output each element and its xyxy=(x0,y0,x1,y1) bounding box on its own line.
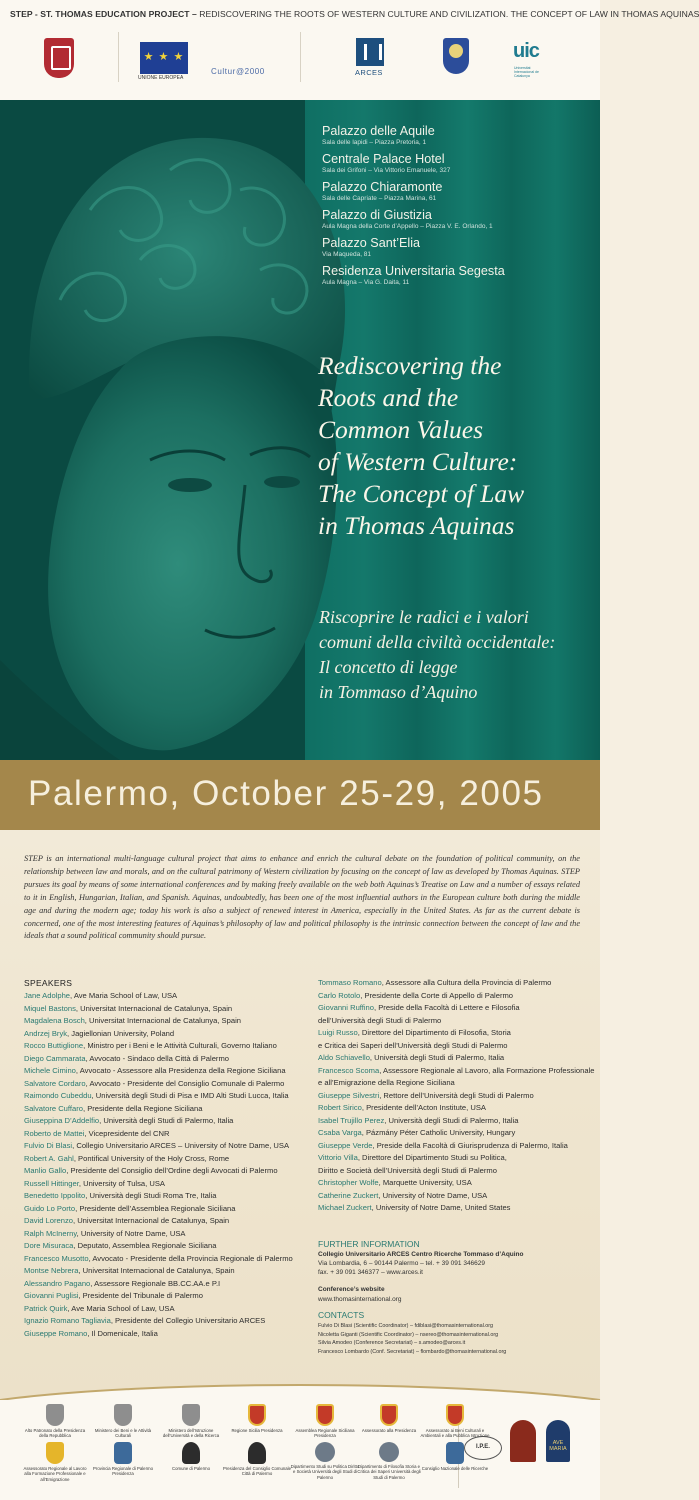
speaker-role: , Università degli Studi Roma Tre, Italia xyxy=(85,1191,217,1200)
speaker-role: , Jagiellonian University, Poland xyxy=(67,1028,175,1038)
title-line: of Western Culture: xyxy=(318,447,518,476)
speaker-role: , Universitat Internacional de Catalunya, Spain xyxy=(72,1216,230,1225)
speaker-row xyxy=(318,1190,594,1203)
speaker-role: , Università degli Studi di Palermo, Italia xyxy=(99,1116,234,1125)
speaker-name: Francesco Scoma xyxy=(318,1065,380,1075)
contact-line: Fulvio Di Blasi (Scientific Coordinator) – fdiblasi@thomasinternational.org xyxy=(318,1323,494,1329)
speaker-name: Jane Adolphe xyxy=(24,991,71,1000)
speaker-row xyxy=(24,1315,293,1328)
sponsor-item xyxy=(290,1404,360,1439)
speaker-row xyxy=(24,1065,293,1078)
sponsor-item xyxy=(20,1442,90,1482)
speaker-row xyxy=(24,1278,293,1291)
speaker-role: Diritto e Società dell’Università degli Studi di Palermo xyxy=(318,1165,497,1175)
speaker-role: , Preside della Facoltà di Lettere e Filosofia xyxy=(374,1003,520,1012)
speaker-row xyxy=(318,1102,594,1115)
speaker-name: Ralph McInerny xyxy=(24,1228,77,1238)
sponsor-label: Assemblea Regionale Siciliana Presidenza xyxy=(295,1428,355,1439)
speaker-name: Benedetto Ippolito xyxy=(24,1191,86,1200)
speaker-role: , Universitat Internacional de Catalunya, Spain xyxy=(78,1266,235,1275)
further-info-heading: FURTHER INFORMATION xyxy=(318,1239,420,1249)
speaker-row xyxy=(24,1128,293,1141)
cultura-2000-logo: Cultur@2000 xyxy=(211,67,265,76)
speaker-name: Fulvio Di Blasi xyxy=(24,1141,73,1150)
emblem-icon xyxy=(379,1442,399,1462)
speaker-name: Montse Nebrera xyxy=(24,1266,79,1275)
sponsor-label: Dipartimento di Filosofia Storia e Critica dei Saperi Università degli Studi di Palermo xyxy=(357,1464,421,1480)
speaker-name: Rocco Buttiglione xyxy=(24,1041,84,1050)
sponsor-label: Alto Patronato della Presidenza della Repubblica xyxy=(24,1428,86,1439)
website-heading: Conference’s website xyxy=(318,1286,385,1293)
speaker-name: Diego Cammarata xyxy=(24,1053,86,1063)
website-link[interactable]: www.thomasinternational.org xyxy=(318,1296,402,1303)
speaker-row xyxy=(24,990,293,1003)
title-line: in Tommaso d’Aquino xyxy=(319,682,478,702)
title-line: Il concetto di legge xyxy=(319,657,458,677)
title-line: Roots and the xyxy=(318,383,459,412)
speaker-name: Csaba Varga xyxy=(318,1128,362,1137)
speaker-row xyxy=(318,1077,594,1090)
sponsor-item xyxy=(420,1442,490,1471)
emblem-icon xyxy=(446,1404,464,1426)
ave-maria-logo: AVE MARIA xyxy=(546,1420,570,1462)
speaker-role: , Presidente del Collegio Universitario ARCES xyxy=(110,1316,266,1325)
crest-logo xyxy=(443,38,469,74)
sponsor-item xyxy=(222,1442,292,1477)
speaker-row xyxy=(318,1152,594,1165)
title-line: The Concept of Law xyxy=(318,479,525,508)
venue-item: Palazzo Sant’Elia Via Maqueda, 81 xyxy=(322,236,421,258)
speaker-role: , Assessore Regionale BB.CC.AA.e P.I xyxy=(90,1278,221,1288)
speaker-role: , University of Tulsa, USA xyxy=(78,1178,165,1188)
speaker-role: , Presidente del Tribunale di Palermo xyxy=(78,1291,203,1300)
emblem-icon xyxy=(248,1442,266,1464)
speaker-row xyxy=(24,1203,293,1216)
sponsor-item xyxy=(156,1404,226,1439)
speaker-row xyxy=(24,1165,293,1178)
speaker-row xyxy=(24,1190,293,1203)
emblem-icon xyxy=(114,1404,132,1426)
speaker-name: Dore Misuraca xyxy=(24,1241,74,1250)
speaker-name: Tommaso Romano xyxy=(318,978,382,987)
speaker-row xyxy=(24,1240,293,1253)
speaker-row xyxy=(24,1028,293,1041)
contact-line: Francesco Lombardo (Conf. Secretariat) – flombardo@thomasinternational.org xyxy=(318,1348,507,1355)
speaker-row xyxy=(24,1265,293,1278)
sponsor-item xyxy=(420,1404,490,1439)
speaker-name: Catherine Zuckert xyxy=(318,1190,379,1200)
speaker-name: Giuseppe Verde xyxy=(318,1140,373,1150)
speaker-name: Manlio Gallo xyxy=(24,1166,67,1175)
speaker-row xyxy=(24,1103,293,1116)
speaker-name: Andrzej Bryk xyxy=(24,1028,68,1038)
speaker-row xyxy=(24,1078,293,1091)
project-header-line: STEP - ST. THOMAS EDUCATION PROJECT – REDISCOVERING THE ROOTS OF WESTERN CULTURE AND CIVILIZATION. THE CONCEPT OF LAW IN THOMAS AQUINAS xyxy=(10,9,699,19)
title-italian xyxy=(319,605,594,705)
speaker-role: , Presidente della Regione Siciliana xyxy=(82,1103,203,1113)
sponsor-item xyxy=(354,1442,424,1480)
speaker-row xyxy=(318,1090,594,1103)
speaker-row xyxy=(24,1003,293,1016)
speaker-row xyxy=(24,1090,293,1103)
speaker-name: Michael Zuckert xyxy=(318,1203,372,1212)
divider xyxy=(300,32,301,82)
speaker-role: , Ave Maria School of Law, USA xyxy=(70,991,178,1000)
speaker-role: , Ave Maria School of Law, USA xyxy=(67,1303,175,1313)
speaker-name: Michele Cimino xyxy=(24,1066,76,1075)
speaker-name: Giuseppe Silvestri xyxy=(318,1090,380,1100)
sponsor-label: Regione Sicilia Presidenza xyxy=(231,1428,283,1433)
speakers-heading: SPEAKERS xyxy=(24,978,73,988)
speaker-name: Alessandro Pagano xyxy=(24,1278,91,1288)
speaker-role: , Collegio Universitario ARCES – University of Notre Dame, USA xyxy=(72,1141,290,1150)
speaker-role: , Universitat Internacional de Catalunya, Spain xyxy=(84,1016,241,1025)
speaker-row xyxy=(24,1015,293,1028)
speaker-row xyxy=(318,1140,594,1153)
speaker-role: , Presidente del Consiglio dell’Ordine degli Avvocati di Palermo xyxy=(66,1166,278,1175)
divider xyxy=(118,32,119,82)
title-english xyxy=(318,350,593,542)
speakers-list-left xyxy=(24,990,293,1340)
speaker-name: Ignazio Romano Tagliavia xyxy=(24,1316,111,1325)
sponsor-label: Consiglio Nazionale delle Ricerche xyxy=(421,1466,489,1471)
sponsor-item xyxy=(88,1404,158,1439)
emblem-icon xyxy=(114,1442,132,1464)
speaker-row xyxy=(318,990,594,1003)
speaker-role: , University of Notre Dame, USA xyxy=(76,1228,186,1238)
speaker-name: Isabel Trujillo Perez xyxy=(318,1115,385,1125)
speaker-name: Robert Sirico xyxy=(318,1103,362,1112)
sponsor-item xyxy=(88,1442,158,1477)
sponsor-label: Dipartimento Studi su Politica Diritto e Società Università degli Studi di Palermo xyxy=(290,1464,360,1480)
sponsor-label: Assessorato ai Beni Culturali e Ambientali e alla Pubblica Istruzione xyxy=(420,1428,490,1439)
speaker-name: Giovanni Puglisi xyxy=(24,1291,79,1300)
speaker-role: , University of Notre Dame, USA xyxy=(378,1190,488,1200)
contacts-list xyxy=(318,1322,506,1356)
further-info-body xyxy=(318,1250,524,1277)
emblem-icon xyxy=(182,1404,200,1426)
speaker-role: , Presidente dell’Acton Institute, USA xyxy=(361,1103,486,1112)
emblem-icon xyxy=(248,1404,266,1426)
speaker-role: , Avvocato - Presidente della Provincia Regionale di Palermo xyxy=(88,1253,293,1263)
emblem-icon xyxy=(316,1404,334,1426)
uic-logo: uic xyxy=(513,40,539,62)
sponsor-label: Comune di Palermo xyxy=(172,1466,210,1471)
sponsor-item xyxy=(222,1404,292,1433)
foundation-logo xyxy=(510,1420,536,1462)
speaker-row xyxy=(24,1053,293,1066)
uic-caption: Universitat Internacional de Catalunya xyxy=(514,66,539,78)
speaker-name: Giuseppe Romano xyxy=(24,1328,88,1338)
title-line: Rediscovering the xyxy=(318,351,502,380)
speaker-name: Patrick Quirk xyxy=(24,1303,68,1313)
speakers-list-right xyxy=(318,977,594,1215)
speaker-row xyxy=(318,1177,594,1190)
speaker-row xyxy=(318,1015,594,1028)
ipe-logo: I.P.E. xyxy=(464,1436,502,1460)
speaker-row xyxy=(24,1178,293,1191)
venue-item: Palazzo delle Aquile Sala delle lapidi – Piazza Pretoria, 1 xyxy=(322,124,435,146)
speaker-role: , Deputato, Assemblea Regionale Siciliana xyxy=(73,1241,217,1250)
speaker-name: Luigi Russo xyxy=(318,1028,358,1037)
speaker-row xyxy=(318,1065,594,1078)
speaker-role: , Vicepresidente del CNR xyxy=(84,1128,170,1138)
arces-logo xyxy=(356,38,384,66)
speaker-name: Raimondo Cubeddu xyxy=(24,1091,92,1100)
venue-item: Residenza Universitaria Segesta Aula Magna – Via G. Daita, 11 xyxy=(322,264,505,286)
sponsor-label: Provincia Regionale di Palermo Presidenza xyxy=(93,1466,153,1477)
speaker-row xyxy=(24,1140,293,1153)
title-line: in Thomas Aquinas xyxy=(318,511,515,540)
speaker-name: Carlo Rotolo xyxy=(318,990,361,1000)
speaker-role: , Università degli Studi di Pisa e IMD Alti Studi Lucca, Italia xyxy=(91,1091,289,1100)
speaker-role: , Universitat Internacional de Catalunya, Spain xyxy=(75,1003,233,1013)
intro-paragraph: STEP is an international multi-language cultural project that aims to enhance and enrich the cultural debate on the foundation of political community, on the relationship between law and morals, and on the cultural patrimony of Western civilization by focusing on the concept of law as developed by Thomas Aquinas. STEP pursues its goal by means of some international conferences and by making freely available on the web both Aquinas’s Treatise on Law and a number of essays related to it in English, Hungarian, Italian, and Spanish. Aquinas, undoubtedly, has been one of the most influential authors in the European culture both during the middle age and during the modern age; today his work is also a subject of renewed interest in America, especially in the United States. As far as the current debate is concerned, one of the most interesting features of Aquinas’s philosophy of law and political philosophy is the intrinsic connection between the concept of law and the ideals that a sound political community should pursue. xyxy=(24,854,580,941)
speaker-role: , Rettore dell’Università degli Studi di Palermo xyxy=(379,1090,534,1100)
speaker-name: Guido Lo Porto xyxy=(24,1203,76,1213)
speaker-name: Salvatore Cordaro xyxy=(24,1078,86,1088)
speaker-row xyxy=(24,1153,293,1166)
speaker-row xyxy=(24,1215,293,1228)
title-line: Common Values xyxy=(318,415,484,444)
speaker-role: , Pontifical University of the Holy Cross, Rome xyxy=(73,1153,230,1163)
venue-item: Palazzo di Giustizia Aula Magna della Corte d’Appello – Piazza V. E. Orlando, 1 xyxy=(322,208,493,230)
speaker-row xyxy=(318,1040,594,1053)
speaker-role: , Preside della Facoltà di Giurisprudenza di Palermo, Italia xyxy=(372,1140,568,1150)
speaker-role: , Avvocato - Assessore alla Presidenza della Regione Siciliana xyxy=(75,1066,286,1075)
speaker-name: Miquel Bastons xyxy=(24,1003,76,1013)
emblem-icon xyxy=(182,1442,200,1464)
org-name: Collegio Universitario ARCES Centro Ricerche Tommaso d’Aquino xyxy=(318,1251,524,1258)
speaker-name: Russell Hittinger xyxy=(24,1178,79,1188)
speaker-name: Vittorio Villa xyxy=(318,1153,358,1162)
eu-flag-logo: ★ ★ ★ xyxy=(140,42,188,74)
speaker-role: , Marquette University, USA xyxy=(378,1178,472,1187)
speaker-role: , Assessore Regionale al Lavoro, alla Formazione Professionale xyxy=(379,1065,595,1075)
speaker-row xyxy=(24,1115,293,1128)
event-date: Palermo, October 25-29, 2005 xyxy=(28,774,544,813)
sponsor-item xyxy=(290,1442,360,1480)
speaker-role: , Direttore del Dipartimento di Filosofia, Storia xyxy=(357,1028,511,1037)
speaker-row xyxy=(24,1228,293,1241)
speaker-role: , Avvocato - Presidente del Consiglio Comunale di Palermo xyxy=(85,1078,285,1088)
sponsor-label: Assessorato Regionale al Lavoro alla Formazione Professionale e all’Emigrazione xyxy=(23,1466,87,1482)
venue-item: Centrale Palace Hotel Sala dei Grifoni – Via Vittorio Emanuele, 327 xyxy=(322,152,451,174)
speaker-role: , Il Domenicale, Italia xyxy=(87,1328,158,1338)
emblem-icon xyxy=(46,1442,64,1464)
sponsor-item xyxy=(156,1442,226,1471)
speaker-row xyxy=(318,1002,594,1015)
speaker-role: , Presidente della Corte di Appello di Palermo xyxy=(360,990,514,1000)
speaker-row xyxy=(24,1290,293,1303)
speaker-row xyxy=(318,1127,594,1140)
speaker-row xyxy=(318,1027,594,1040)
step-logo xyxy=(44,38,74,78)
speaker-name: Robert A. Gahl xyxy=(24,1153,74,1163)
emblem-icon xyxy=(46,1404,64,1426)
speaker-role: , University of Notre Dame, United States xyxy=(371,1203,511,1212)
speaker-row xyxy=(318,977,594,990)
eu-caption: UNIONE EUROPEA xyxy=(138,75,184,81)
speaker-role: , Avvocato - Sindaco della Città di Palermo xyxy=(85,1053,229,1063)
contacts-heading: CONTACTS xyxy=(318,1310,365,1320)
title-line: Riscoprire le radici e i valori xyxy=(319,607,529,627)
speaker-row xyxy=(318,1165,594,1178)
speaker-role: , Pázmány Péter Catholic University, Hungary xyxy=(361,1128,516,1137)
org-fax: fax. + 39 091 346377 – www.arces.it xyxy=(318,1269,423,1276)
speaker-row xyxy=(318,1115,594,1128)
speaker-name: David Lorenzo xyxy=(24,1216,73,1225)
sponsor-item xyxy=(354,1404,424,1433)
speaker-row xyxy=(318,1202,594,1215)
speaker-role: , Università degli Studi di Palermo, Italia xyxy=(369,1053,505,1062)
emblem-icon xyxy=(446,1442,464,1464)
speaker-name: Salvatore Cuffaro xyxy=(24,1103,83,1113)
sponsor-label: Presidenza del Consiglio Comunale Città di Palermo xyxy=(222,1466,292,1477)
title-line: comuni della civiltà occidentale: xyxy=(319,632,556,652)
speaker-name: Aldo Schiavello xyxy=(318,1053,370,1062)
speaker-name: Magdalena Bosch xyxy=(24,1016,85,1025)
speaker-name: Francesco Musotto xyxy=(24,1253,89,1263)
speaker-row xyxy=(318,1052,594,1065)
speaker-row xyxy=(24,1328,293,1341)
speaker-name: Giuseppina D’Addelfio xyxy=(24,1116,100,1125)
speaker-role: e all’Emigrazione della Regione Siciliana xyxy=(318,1078,455,1087)
venue-item: Palazzo Chiaramonte Sala delle Capriate – Piazza Marina, 61 xyxy=(322,180,443,202)
speaker-row xyxy=(24,1040,293,1053)
speaker-role: , Assessore alla Cultura della Provincia di Palermo xyxy=(381,978,552,987)
sponsor-label: Ministero dell’Istruzione dell’Università e della Ricerca xyxy=(162,1428,220,1439)
venue-list xyxy=(322,124,592,292)
speaker-name: Christopher Wolfe xyxy=(318,1178,379,1187)
contact-line: Nicoletta Giganti (Scientific Coordinator) – nsereo@thomasinternational.org xyxy=(318,1331,499,1338)
speaker-row xyxy=(24,1303,293,1316)
sponsor-label: Assessorato alla Presidenza xyxy=(361,1428,417,1433)
arces-caption: ARCES xyxy=(355,68,383,77)
speaker-role: e Critica dei Saperi dell’Università degli Studi di Palermo xyxy=(318,1040,508,1050)
sponsor-label: Ministero dei Beni e le Attività Culturali xyxy=(94,1428,152,1439)
emblem-icon xyxy=(380,1404,398,1426)
speaker-role: , Direttore del Dipartimento Studi su Politica, xyxy=(357,1153,507,1162)
org-address: Via Lombardia, 6 – 90144 Palermo – tel. + 39 091 346629 xyxy=(318,1260,486,1267)
speaker-name: Giovanni Ruffino xyxy=(318,1003,375,1012)
speaker-role: , Ministro per i Beni e le Attività Culturali, Governo Italiano xyxy=(83,1041,277,1050)
speaker-row xyxy=(24,1253,293,1266)
speaker-role: , Università degli Studi di Palermo, Italia xyxy=(384,1115,519,1125)
contact-line: Silvia Amodeo (Conference Secretariat) – s.amodeo@arces.it xyxy=(318,1340,466,1347)
speaker-role: dell’Università degli Studi di Palermo xyxy=(318,1015,442,1025)
speaker-name: Roberto de Mattei xyxy=(24,1128,85,1138)
emblem-icon xyxy=(315,1442,335,1462)
speaker-role: , Presidente dell’Assemblea Regionale Siciliana xyxy=(75,1203,236,1213)
sponsor-item xyxy=(20,1404,90,1439)
